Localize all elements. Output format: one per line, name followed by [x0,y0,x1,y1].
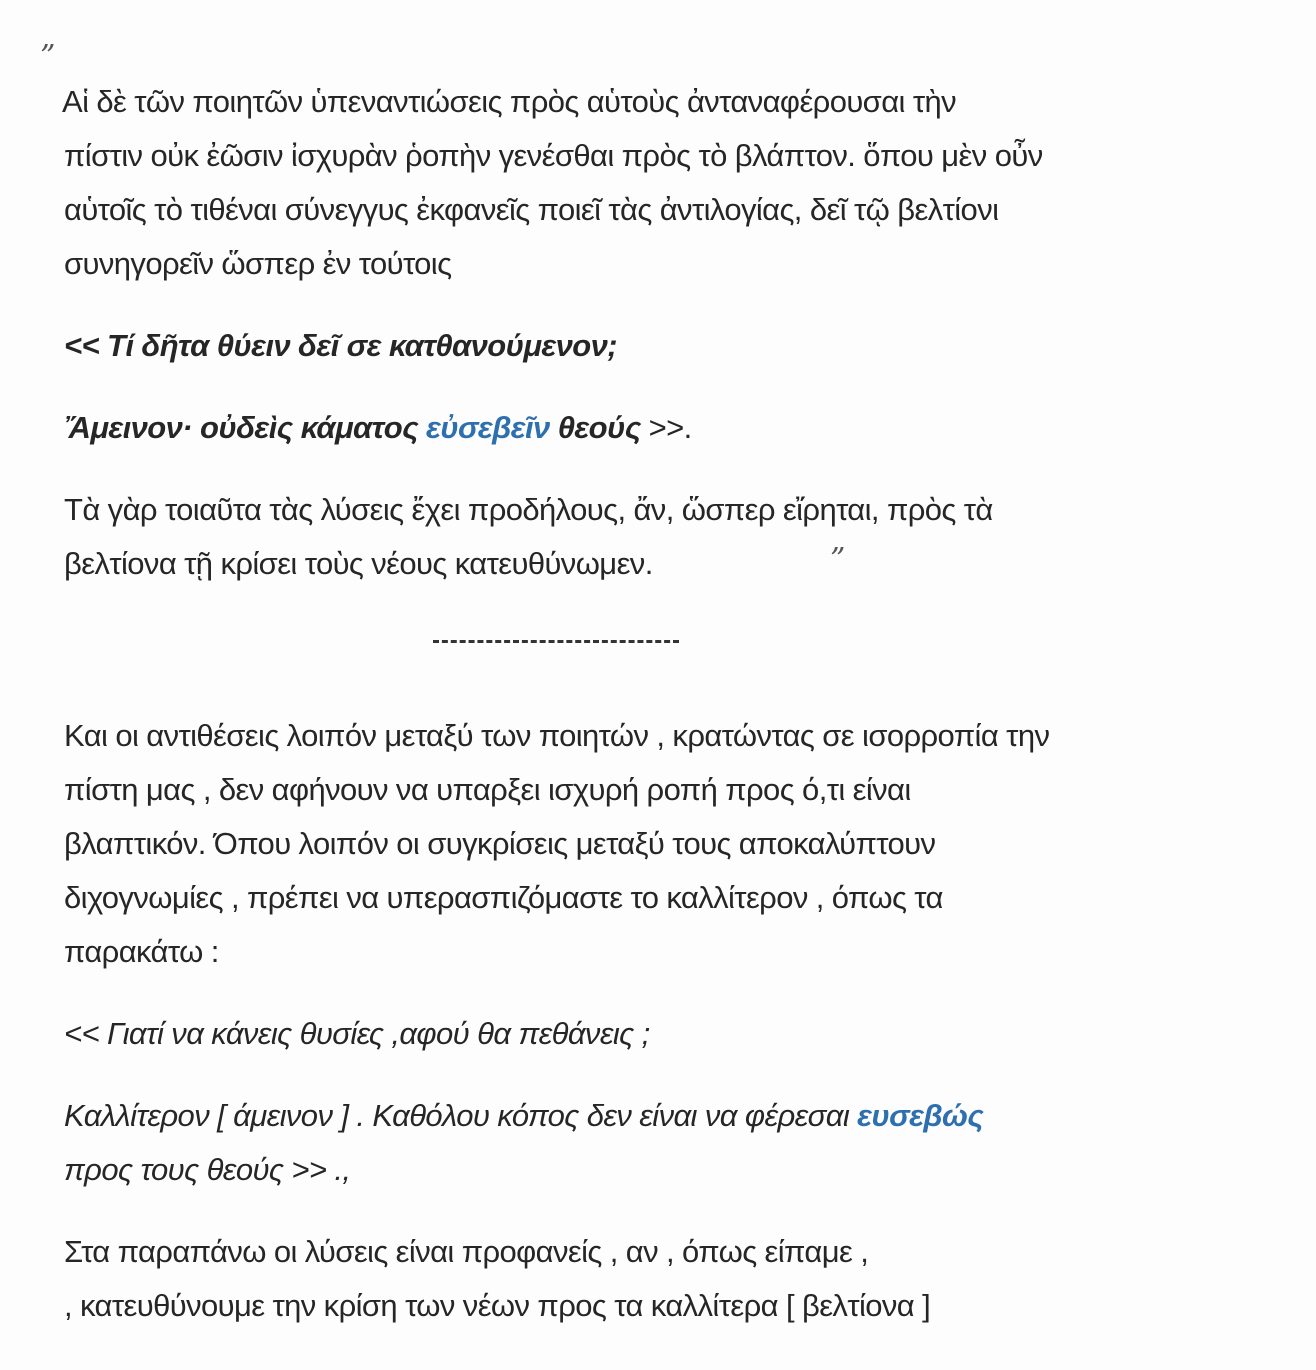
modern-quote-highlight: ευσεβώς [857,1098,984,1133]
ancient-quote-line2-pre: Ἄμεινον· οὐδεὶς κάματος [64,410,426,445]
ancient-paragraph2-line1: Τὰ γὰρ τοιαῦτα τὰς λύσεις ἔχει προδήλους, ἄν, ὥσπερ εἴρηται, πρὸς τὰ [64,492,993,527]
ancient-paragraph1-line3: αὑτοῖς τὸ τιθέναι σύνεγγυς ἐκφανεῖς ποιεῖ τὰς ἀντιλογίας, δεῖ τῷ βελτίονι [64,192,999,227]
ancient-quote-highlight: εὐσεβεῖν [426,410,550,445]
modern-paragraph1-line3: βλαπτικόν. Όπου λοιπόν οι συγκρίσεις μεταξύ τους αποκαλύπτουν [64,826,936,861]
handwritten-open-quote: ” [40,39,56,74]
ancient-paragraph1-line2: πίστιν οὐκ ἐῶσιν ἰσχυρὰν ῥοπὴν γενέσθαι πρὸς τὸ βλάπτον. ὅπου μὲν οὖν [64,138,1043,173]
modern-paragraph1-line1: Και οι αντιθέσεις λοιπόν μεταξύ των ποιητών , κρατώντας σε ισορροπία την [64,718,1050,753]
modern-quote-line3: προς τους θεούς >> ., [64,1152,351,1187]
ancient-quote-line2 [64,408,692,448]
modern-paragraph2-line1: Στα παραπάνω οι λύσεις είναι προφανείς , αν , όπως είπαμε , [64,1234,869,1269]
modern-paragraph1-line5: παρακάτω : [64,934,219,969]
ancient-paragraph1-line4: συνηγορεῖν ὥσπερ ἐν τούτοις [64,246,452,281]
ancient-paragraph2-line2: βελτίονα τῇ κρίσει τοὺς νέους κατευθύνωμεν. [64,546,653,581]
modern-paragraph1-line4: διχογνωμίες , πρέπει να υπερασπιζόμαστε το καλλίτερον , όπως τα [64,880,943,915]
handwritten-close-quote: ” [830,542,846,577]
modern-quote-line2 [64,1096,983,1136]
ancient-quote-line1: << Τί δῆτα θύειν δεῖ σε κατθανούμενον; [64,328,618,363]
ancient-paragraph1-line1: Αἱ δὲ τῶν ποιητῶν ὑπεναντιώσεις πρὸς αὑτοὺς ἀνταναφέρουσαι τὴν [62,84,957,119]
modern-quote-line2-pre: Καλλίτερον [ άμεινον ] . Καθόλου κόπος δεν είναι να φέρεσαι [64,1098,858,1133]
ancient-quote-line2-post: θεούς [549,410,641,445]
modern-quote-line1: << Γιατί να κάνεις θυσίες ,αφού θα πεθάνεις ; [64,1016,650,1051]
modern-paragraph1-line2: πίστη μας , δεν αφήνουν να υπαρξει ισχυρή ροπή προς ό,τι είναι [64,772,911,807]
ancient-quote-line2-end: >>. [640,410,692,445]
section-divider [433,640,679,643]
modern-paragraph2-line2: , κατευθύνουμε την κρίση των νέων προς τα καλλίτερα [ βελτίονα ] [64,1288,931,1323]
